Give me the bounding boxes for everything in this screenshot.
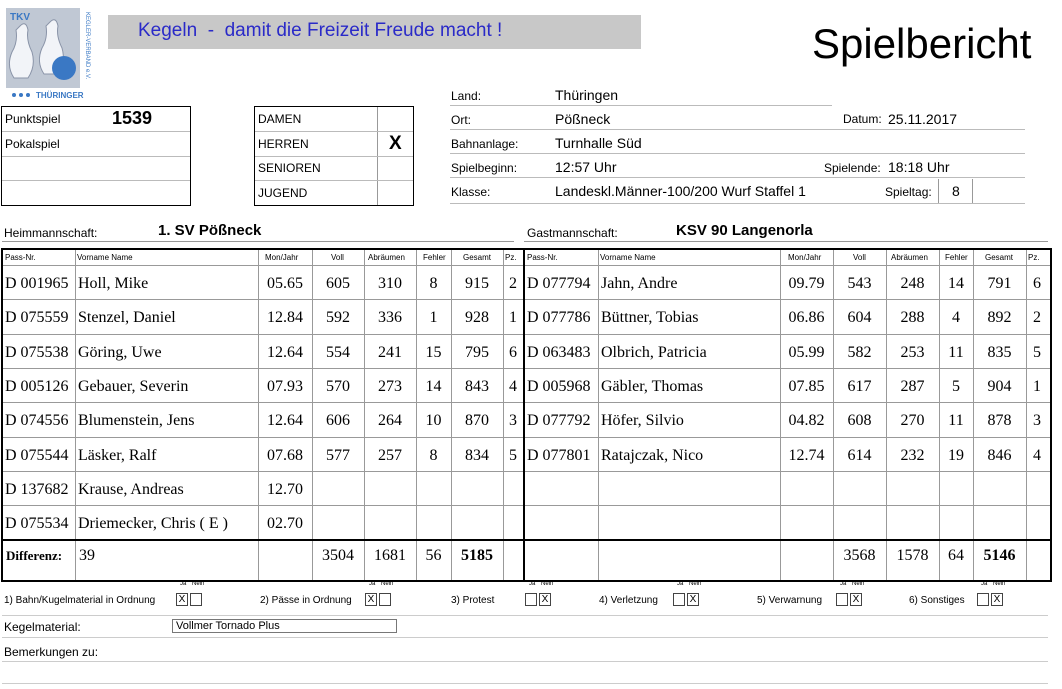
bahnanlage-label: Bahnanlage: — [451, 137, 519, 151]
guest-row-2-voll: 604 — [847, 309, 872, 327]
home-row-3-voll: 554 — [326, 343, 350, 361]
guest-total-voll: 3568 — [843, 547, 876, 565]
punktspiel-value: 1539 — [112, 108, 153, 128]
spielbeginn-label: Spielbeginn: — [451, 161, 518, 175]
home-row-1-voll: 605 — [326, 275, 350, 292]
difference-value: 39 — [79, 547, 95, 565]
home-row-2-fehler: 1 — [429, 309, 438, 327]
category-herren: HERREN — [258, 137, 309, 151]
home-row-4-fehler: 14 — [425, 377, 442, 395]
home-header-fehler: Fehler — [423, 253, 446, 262]
guest-header-gesamt: Gesamt — [985, 253, 1014, 262]
guest-row-2-pz: 2 — [1033, 309, 1041, 327]
kegelmaterial-field[interactable]: Vollmer Tornado Plus — [172, 619, 397, 633]
home-team-label: Heimmannschaft: — [4, 226, 98, 240]
home-header-pz: Pz. — [505, 253, 517, 262]
guest-row-6-pz: 4 — [1033, 446, 1041, 464]
question-6-nein-label: Nein — [993, 581, 1006, 587]
home-row-5-name: Blumenstein, Jens — [78, 412, 195, 430]
guest-row-3-pz: 5 — [1033, 343, 1041, 361]
question-5-nein-label: Nein — [852, 581, 865, 587]
home-row-1-fehler: 8 — [429, 275, 438, 292]
guest-row-5-fehler: 11 — [948, 412, 964, 430]
guest-row-6-gesamt: 846 — [987, 446, 1012, 464]
home-row-5-pass: D 074556 — [5, 412, 69, 430]
guest-team-table — [523, 248, 1052, 582]
guest-team-label: Gastmannschaft: — [527, 226, 618, 240]
guest-header-fehler: Fehler — [945, 253, 968, 262]
tkv-logo — [6, 8, 96, 100]
spieltag-value: 8 — [952, 183, 960, 199]
spielbeginn-value: 12:57 Uhr — [555, 159, 617, 175]
questions-row — [0, 580, 1062, 614]
home-row-5-voll: 606 — [326, 412, 350, 430]
home-row-6-name: Läsker, Ralf — [78, 446, 157, 464]
question-2-nein-checkbox[interactable] — [379, 593, 391, 606]
guest-header-abraeumen: Abräumen — [891, 253, 928, 262]
question-2-label: 2) Pässe in Ordnung — [260, 595, 352, 606]
question-6-nein-checkbox[interactable]: X — [991, 593, 1003, 606]
guest-row-5-abr: 270 — [900, 412, 925, 430]
slogan-text: Kegeln - damit die Freizeit Freude macht ! — [138, 20, 503, 41]
question-5-ja-label: Ja — [840, 581, 847, 587]
question-3-nein-checkbox[interactable]: X — [539, 593, 551, 606]
question-6-ja-checkbox[interactable] — [977, 593, 989, 606]
home-row-4-abr: 273 — [378, 377, 402, 395]
guest-row-2-name: Büttner, Tobias — [601, 309, 699, 327]
guest-row-2-abr: 288 — [900, 309, 925, 327]
ort-value: Pößneck — [555, 111, 611, 127]
guest-row-6-pass: D 077801 — [527, 446, 591, 464]
spieltag-label: Spieltag: — [885, 185, 932, 199]
guest-row-4-gesamt: 904 — [987, 377, 1012, 395]
guest-header-voll: Voll — [853, 253, 866, 262]
guest-row-3-pass: D 063483 — [527, 343, 591, 361]
guest-row-4-fehler: 5 — [952, 377, 960, 395]
guest-row-2-pass: D 077786 — [527, 309, 591, 327]
bahnanlage-value: Turnhalle Süd — [555, 135, 642, 151]
home-row-4-gesamt: 843 — [465, 377, 489, 395]
home-total-abr: 1681 — [374, 547, 406, 565]
guest-row-5-pass: D 077792 — [527, 412, 591, 430]
category-herren-mark: X — [389, 133, 402, 154]
category-senioren: SENIOREN — [258, 161, 321, 175]
home-row-3-abr: 241 — [378, 343, 402, 361]
guest-row-5-voll: 608 — [847, 412, 872, 430]
home-row-7-monjahr: 12.70 — [267, 480, 303, 498]
home-row-3-pz: 6 — [509, 343, 517, 361]
home-row-6-gesamt: 834 — [465, 446, 489, 464]
guest-total-abr: 1578 — [896, 547, 929, 565]
match-type-box — [1, 106, 191, 206]
home-row-2-gesamt: 928 — [465, 309, 489, 327]
question-2-ja-checkbox[interactable]: X — [365, 593, 377, 606]
question-1-nein-label: Nein — [192, 581, 205, 587]
question-4-label: 4) Verletzung — [599, 595, 658, 606]
question-6-ja-label: Ja — [981, 581, 988, 587]
category-box — [254, 106, 414, 206]
home-row-3-fehler: 15 — [425, 343, 442, 361]
guest-row-3-gesamt: 835 — [987, 343, 1012, 361]
home-row-5-abr: 264 — [378, 412, 402, 430]
guest-total-fehler: 64 — [948, 547, 964, 565]
guest-header-name: Vorname Name — [600, 253, 656, 262]
spielende-label: Spielende: — [824, 161, 881, 175]
guest-row-3-name: Olbrich, Patricia — [601, 343, 707, 361]
home-total-fehler: 56 — [425, 547, 442, 565]
guest-row-5-name: Höfer, Silvio — [601, 412, 684, 430]
question-3-ja-label: Ja — [529, 581, 536, 587]
question-2-ja-label: Ja — [369, 581, 376, 587]
guest-row-4-pz: 1 — [1033, 377, 1041, 395]
home-row-1-gesamt: 915 — [465, 275, 489, 292]
guest-row-4-voll: 617 — [847, 377, 872, 395]
home-total-gesamt: 5185 — [461, 547, 493, 565]
question-3-label: 3) Protest — [451, 595, 495, 606]
klasse-label: Klasse: — [451, 185, 491, 199]
question-5-nein-checkbox[interactable]: X — [850, 593, 862, 606]
question-1-nein-checkbox[interactable] — [190, 593, 202, 606]
slogan-banner — [108, 15, 641, 49]
home-row-6-voll: 577 — [326, 446, 350, 464]
home-row-8-pass: D 075534 — [5, 515, 69, 533]
punktspiel-label: Punktspiel — [5, 112, 61, 126]
home-row-6-abr: 257 — [378, 446, 402, 464]
guest-row-4-name: Gäbler, Thomas — [601, 377, 704, 395]
home-row-1-pass: D 001965 — [5, 275, 69, 292]
logo-text-top: TKV — [10, 12, 30, 23]
home-row-7-name: Krause, Andreas — [78, 480, 184, 498]
guest-row-2-monjahr: 06.86 — [788, 309, 825, 327]
home-header-gesamt: Gesamt — [463, 253, 492, 262]
question-6-label: 6) Sonstiges — [909, 595, 965, 606]
home-row-2-abr: 336 — [378, 309, 402, 327]
home-row-1-monjahr: 05.65 — [267, 275, 303, 292]
home-row-5-gesamt: 870 — [465, 412, 489, 430]
home-row-7-pass: D 137682 — [5, 480, 69, 498]
guest-row-5-pz: 3 — [1033, 412, 1041, 430]
match-info — [450, 86, 1050, 206]
guest-row-1-gesamt: 791 — [987, 275, 1012, 292]
guest-row-6-abr: 232 — [900, 446, 925, 464]
question-5-ja-checkbox[interactable] — [836, 593, 848, 606]
logo-text-bottom: THÜRINGER — [36, 91, 84, 100]
guest-header-pz: Pz. — [1028, 253, 1040, 262]
home-row-3-gesamt: 795 — [465, 343, 489, 361]
land-label: Land: — [451, 89, 482, 103]
guest-row-6-monjahr: 12.74 — [788, 446, 825, 464]
home-header-monjahr: Mon/Jahr — [265, 253, 299, 262]
question-4-nein-checkbox[interactable]: X — [687, 593, 699, 606]
home-row-3-pass: D 075538 — [5, 343, 69, 361]
guest-row-1-name: Jahn, Andre — [601, 275, 678, 292]
home-row-6-pz: 5 — [509, 446, 517, 464]
home-row-4-pz: 4 — [509, 377, 517, 395]
bemerkungen-label: Bemerkungen zu: — [4, 645, 99, 659]
guest-row-2-gesamt: 892 — [987, 309, 1012, 327]
datum-value: 25.11.2017 — [888, 111, 958, 127]
home-total-voll: 3504 — [322, 547, 354, 565]
home-row-1-pz: 2 — [509, 275, 517, 292]
home-row-2-name: Stenzel, Daniel — [78, 309, 176, 327]
guest-row-3-fehler: 11 — [948, 343, 964, 361]
home-row-4-name: Gebauer, Severin — [78, 377, 189, 395]
home-header-voll: Voll — [331, 253, 344, 262]
guest-team-name: KSV 90 Langenorla — [676, 222, 813, 239]
home-row-1-name: Holl, Mike — [78, 275, 149, 292]
guest-row-2-fehler: 4 — [952, 309, 960, 327]
guest-header-monjahr: Mon/Jahr — [788, 253, 822, 262]
question-1-ja-label: Ja — [180, 581, 187, 587]
home-team-table — [1, 248, 525, 582]
datum-label: Datum: — [843, 112, 882, 126]
guest-row-4-monjahr: 07.85 — [788, 377, 825, 395]
home-row-6-monjahr: 07.68 — [267, 446, 303, 464]
guest-row-4-abr: 287 — [900, 377, 925, 395]
land-value: Thüringen — [555, 87, 619, 103]
home-row-2-monjahr: 12.84 — [267, 309, 303, 327]
question-2-nein-label: Nein — [381, 581, 394, 587]
question-3-ja-checkbox[interactable] — [525, 593, 537, 606]
question-4-ja-checkbox[interactable] — [673, 593, 685, 606]
kegelmaterial-label: Kegelmaterial: — [4, 620, 81, 634]
home-header-name: Vorname Name — [77, 253, 133, 262]
guest-row-5-gesamt: 878 — [987, 412, 1012, 430]
question-1-label: 1) Bahn/Kugelmaterial in Ordnung — [4, 595, 156, 606]
guest-row-3-monjahr: 05.99 — [788, 343, 825, 361]
home-header-pass: Pass-Nr. — [5, 253, 36, 262]
guest-row-5-monjahr: 04.82 — [788, 412, 825, 430]
home-row-8-name: Driemecker, Chris ( E ) — [78, 515, 228, 533]
guest-row-1-monjahr: 09.79 — [788, 275, 825, 292]
page-title: Spielbericht — [812, 20, 1032, 67]
question-5-label: 5) Verwarnung — [757, 595, 823, 606]
logo-text-side: KEGLER-VERBAND e.V. — [84, 12, 90, 80]
question-1-ja-checkbox[interactable]: X — [176, 593, 188, 606]
guest-row-1-voll: 543 — [847, 275, 872, 292]
home-header-abraeumen: Abräumen — [368, 253, 405, 262]
home-row-5-pz: 3 — [509, 412, 517, 430]
spielende-value: 18:18 Uhr — [888, 159, 950, 175]
klasse-value: Landeskl.Männer-100/200 Wurf Staffel 1 — [555, 183, 806, 199]
category-jugend: JUGEND — [258, 186, 308, 200]
home-row-8-monjahr: 02.70 — [267, 515, 303, 533]
guest-row-4-pass: D 005968 — [527, 377, 591, 395]
home-row-2-pass: D 075559 — [5, 309, 69, 327]
home-row-4-monjahr: 07.93 — [267, 377, 303, 395]
home-row-6-fehler: 8 — [429, 446, 438, 464]
guest-row-1-pass: D 077794 — [527, 275, 591, 292]
guest-row-3-voll: 582 — [847, 343, 872, 361]
guest-total-gesamt: 5146 — [983, 547, 1016, 565]
home-row-2-voll: 592 — [326, 309, 350, 327]
category-damen: DAMEN — [258, 112, 302, 126]
pokalspiel-label: Pokalspiel — [5, 137, 60, 151]
guest-row-1-pz: 6 — [1033, 275, 1041, 292]
ort-label: Ort: — [451, 113, 471, 127]
home-row-4-pass: D 005126 — [5, 377, 69, 395]
question-3-nein-label: Nein — [541, 581, 554, 587]
guest-row-6-fehler: 19 — [948, 446, 964, 464]
home-row-3-monjahr: 12.64 — [267, 343, 303, 361]
question-4-ja-label: Ja — [677, 581, 684, 587]
difference-label: Differenz: — [6, 548, 63, 564]
guest-row-6-voll: 614 — [847, 446, 872, 464]
home-row-1-abr: 310 — [378, 275, 402, 292]
question-4-nein-label: Nein — [689, 581, 702, 587]
guest-row-1-fehler: 14 — [948, 275, 964, 292]
home-row-3-name: Göring, Uwe — [78, 343, 162, 361]
guest-row-3-abr: 253 — [900, 343, 925, 361]
guest-header-pass: Pass-Nr. — [527, 253, 558, 262]
home-row-6-pass: D 075544 — [5, 446, 69, 464]
guest-row-6-name: Ratajczak, Nico — [601, 446, 704, 464]
home-row-5-monjahr: 12.64 — [267, 412, 303, 430]
home-team-name: 1. SV Pößneck — [158, 222, 262, 239]
guest-row-1-abr: 248 — [900, 275, 925, 292]
home-row-5-fehler: 10 — [425, 412, 442, 430]
home-row-2-pz: 1 — [509, 309, 517, 327]
home-row-4-voll: 570 — [326, 377, 350, 395]
